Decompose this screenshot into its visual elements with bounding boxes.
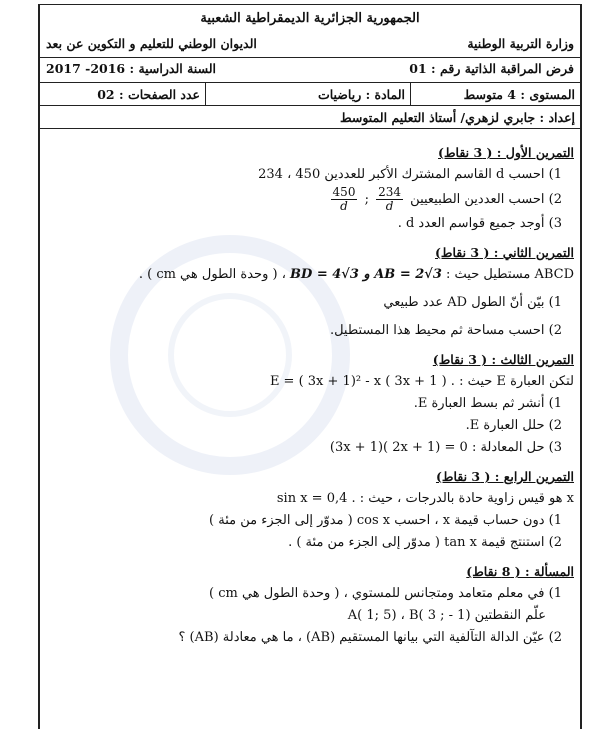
problem-q1: 1) في معلم متعامد ومتجانس للمستوي ، ( وحدة الطول هي cm ) [209,586,562,601]
author-row [40,105,580,129]
exercise-2-intro-math: BD = 4√3 و AB = 2√3 [290,267,442,282]
fraction-234-d [376,186,403,213]
year-label: السنة الدراسية : 2016- 2017 [46,60,217,76]
exercise-3-title: التمرين الثالث : ( 3 نقاط) [432,352,574,367]
exercise-2-title: التمرين الثاني : ( 3 نقاط) [434,245,574,260]
level-label: المستوى : 4 متوسط [463,86,575,102]
fraction-denominator: d [385,199,394,213]
level-cell [410,83,580,105]
fraction-numerator: 234 [378,185,402,199]
pages-label: عدد الصفحات : 02 [97,86,200,102]
exercise-4-intro-text: x هو قيس زاوية حادة بالدرجات ، حيث : [359,491,574,506]
republic-title: الجمهورية الجزائرية الديمقراطية الشعبية [200,11,420,26]
test-label: فرض المراقبة الذاتية رقم : 01 [409,60,574,76]
exercise-3-intro [50,371,574,393]
problem-q1b-text: علّم النقطتين [474,608,546,623]
problem-points: A( 1; 5) ، B( 3 ; - 1) [347,608,471,623]
exercise-3-expression: E = ( 3x + 1)² - x ( 3x + 1 ) . [269,374,455,389]
problem-q1b [50,605,574,627]
exercise-3-q3-text: 3) حل المعادلة : [471,440,562,455]
fraction-separator: ; [364,192,369,207]
header-row-2 [40,57,580,78]
header-row-1 [40,33,580,53]
exercise-1-q2 [50,186,574,213]
exam-sheet [38,4,582,729]
subject-cell [205,83,410,105]
exam-content [40,145,580,649]
pages-cell [40,83,205,105]
exercise-1-q3: 3) أوجد جميع قواسم العدد d . [397,216,562,231]
exercise-2-intro-unit: ، ( وحدة الطول هي cm ) . [138,267,286,282]
exercise-4-q2: 2) استنتج قيمة tan x ( مدوّر إلى الجزء من مئة ) . [288,535,562,550]
fraction-denominator: d [340,199,348,213]
exercise-4-sin: sin x = 0,4 . [276,491,356,506]
author-cell [40,106,580,128]
exercise-3-q1: 1) أنشر ثم بسط العبارة E. [413,396,562,411]
exercise-2-q2: 2) احسب مساحة ثم محيط هذا المستطيل. [329,323,562,338]
exercise-2-intro-text: ABCD مستطيل حيث : [446,267,574,282]
exercise-4-title: التمرين الرابع : ( 3 نقاط) [435,469,574,484]
exercise-1-title: التمرين الأول : ( 3 نقاط) [438,145,574,160]
exercise-3-equation: (3x + 1)( 2x + 1) = 0 [329,440,468,455]
author-label: إعداد : جابري لزهري/ أستاذ التعليم المتوسط [340,109,575,125]
subject-label: المادة : رياضيات [317,86,405,102]
ministry-label: وزارة التربية الوطنية [467,35,574,51]
exercise-3-intro-text: لتكن العبارة E حيث : [459,374,574,389]
exercise-3-q3 [50,437,574,459]
exercise-2-q1: 1) بيّن أنّ الطول AD عدد طبيعي [383,295,562,310]
exercise-2-intro [50,264,574,286]
info-grid-row [40,82,580,105]
fraction-450-d [331,186,358,213]
exercise-1-q1: 1) احسب d القاسم المشترك الأكبر للعددين 450 ، 234 [258,167,562,182]
exercise-4-intro [50,488,574,510]
office-label: الديوان الوطني للتعليم و التكوين عن بعد [46,35,257,51]
problem-title: المسألة : ( 8 نقاط) [466,564,574,579]
problem-q2: 2) عيّن الدالة التآلفية التي بيانها المستقيم (AB) ، ما هي معادلة (AB) ؟ [178,630,562,645]
exercise-3-q2: 2) حلل العبارة E. [465,418,562,433]
exercise-4-q1: 1) دون حساب قيمة x ، احسب cos x ( مدوّر إلى الجزء من مئة ) [209,513,562,528]
fraction-numerator: 450 [332,185,356,199]
exercise-1-q2-text: 2) احسب العددين الطبيعيين [410,192,562,207]
